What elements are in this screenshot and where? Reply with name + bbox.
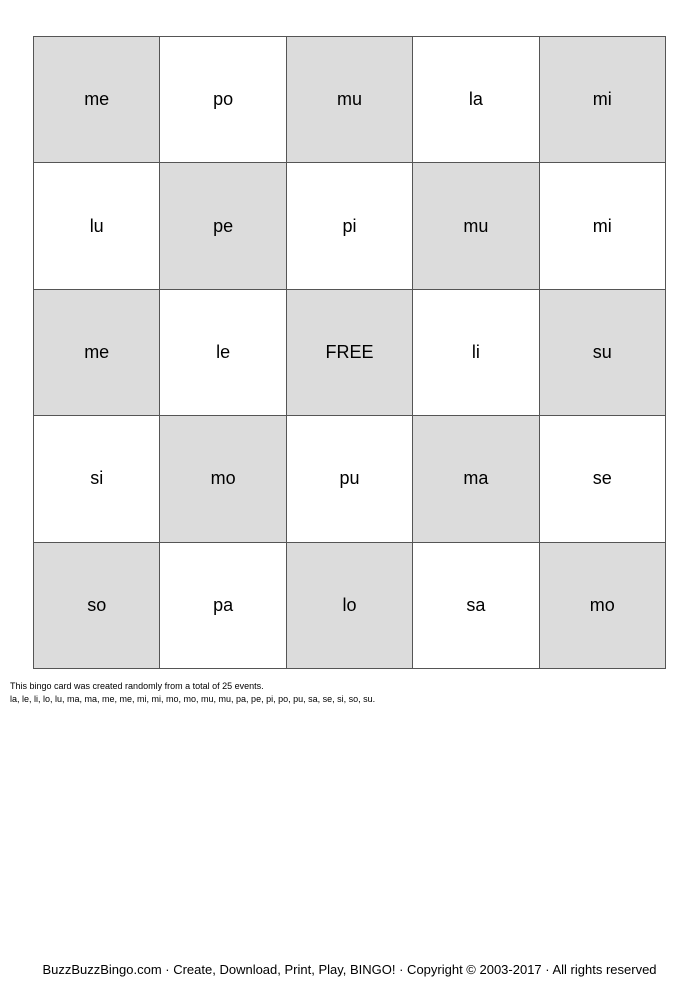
bingo-cell: mo [540,543,666,669]
bingo-card [33,36,666,669]
bingo-cell: lu [34,163,160,289]
bingo-cell: su [540,290,666,416]
bingo-cell: le [160,290,286,416]
bingo-cell: mi [540,163,666,289]
bingo-cell: pa [160,543,286,669]
bingo-cell: pu [287,416,413,542]
bingo-cell: sa [413,543,539,669]
bingo-cell: li [413,290,539,416]
bingo-cell: po [160,37,286,163]
bingo-free-cell: FREE [287,290,413,416]
bingo-cell: se [540,416,666,542]
bingo-cell: mi [540,37,666,163]
card-creation-note: This bingo card was created randomly from a total of 25 events. [10,681,264,691]
bingo-cell: ma [413,416,539,542]
bingo-cell: mu [413,163,539,289]
bingo-cell: me [34,290,160,416]
bingo-cell: pi [287,163,413,289]
bingo-cell: mu [287,37,413,163]
bingo-cell: so [34,543,160,669]
bingo-cell: lo [287,543,413,669]
bingo-cell: si [34,416,160,542]
bingo-cell: mo [160,416,286,542]
bingo-cell: pe [160,163,286,289]
bingo-cell: me [34,37,160,163]
bingo-cell: la [413,37,539,163]
events-list: la, le, li, lo, lu, ma, ma, me, me, mi, mi, mo, mo, mu, mu, pa, pe, pi, po, pu, sa, se, si, so, su. [10,694,376,704]
page-footer: BuzzBuzzBingo.com · Create, Download, Print, Play, BINGO! · Copyright © 2003-2017 · All rights reserved [42,962,657,977]
